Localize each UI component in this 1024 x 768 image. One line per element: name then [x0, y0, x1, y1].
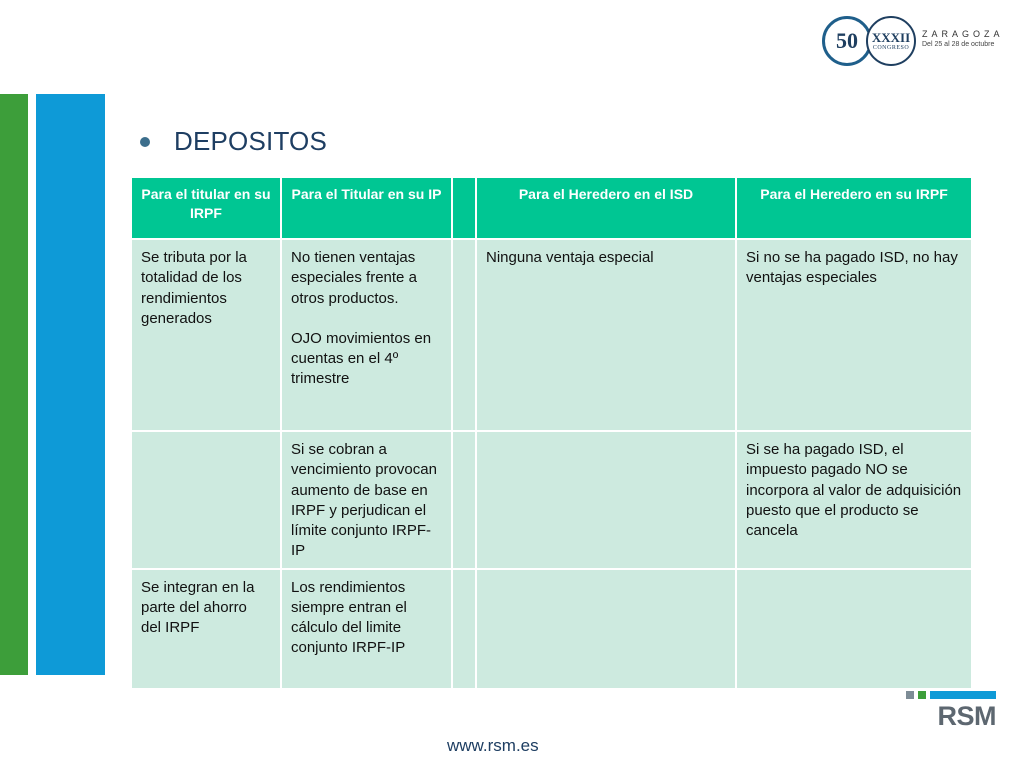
decorative-blue-bar — [36, 94, 105, 675]
table-cell — [131, 431, 281, 569]
table-cell — [452, 431, 476, 569]
slide-title: DEPOSITOS — [174, 126, 328, 156]
table-cell — [452, 569, 476, 689]
table-cell — [452, 239, 476, 431]
table-cell — [476, 569, 736, 689]
anniversary-seal — [822, 16, 872, 66]
table-cell: Se integran en la parte del ahorro del IRPF — [131, 569, 281, 689]
header-titular-ip: Para el Titular en su IP — [281, 177, 452, 239]
table-cell — [476, 431, 736, 569]
table-cell: Si no se ha pagado ISD, no hay ventajas especiales — [736, 239, 972, 431]
decorative-green-bar — [0, 94, 28, 675]
logo-square — [918, 691, 926, 699]
congress-city: ZARAGOZA — [922, 29, 1004, 39]
table-header-row — [131, 177, 972, 239]
header-heredero-isd: Para el Heredero en el ISD — [476, 177, 736, 239]
table-cell: Ninguna ventaja especial — [476, 239, 736, 431]
rsm-logo — [904, 691, 996, 731]
logo-square — [906, 691, 914, 699]
cell-paragraph: OJO movimientos en cuentas en el 4º trimestre — [291, 329, 432, 388]
footer-url: www.rsm.es — [447, 736, 539, 755]
table-row — [131, 239, 972, 431]
table-row — [131, 569, 972, 689]
table-cell: Se tributa por la totalidad de los rendimientos generados — [131, 239, 281, 431]
header-heredero-irpf: Para el Heredero en su IRPF — [736, 177, 972, 239]
logo-bar — [930, 691, 996, 699]
congress-logo — [822, 14, 1012, 70]
cell-paragraph: No tienen ventajas especiales frente a otros productos. — [291, 249, 417, 307]
depositos-table — [130, 176, 973, 690]
congress-word: CONGRESO — [872, 44, 910, 51]
table-row — [131, 431, 972, 569]
congress-dates: Del 25 al 28 de octubre — [922, 41, 995, 48]
table-cell — [736, 569, 972, 689]
congress-seal — [866, 16, 916, 66]
table-cell: Si se ha pagado ISD, el impuesto pagado NO se incorpora al valor de adquisición puesto que el producto se cancela — [736, 431, 972, 569]
anniversary-number: 50 — [836, 28, 858, 53]
bullet-icon — [140, 137, 150, 147]
rsm-wordmark: RSM — [937, 701, 996, 731]
table-cell — [281, 239, 452, 431]
table-cell: Si se cobran a vencimiento provocan aumento de base en IRPF y perjudican el límite conjunto IRPF-IP — [281, 431, 452, 569]
congress-number: XXXII — [871, 30, 911, 46]
table-cell: Los rendimientos siempre entran el cálculo del limite conjunto IRPF-IP — [281, 569, 452, 689]
header-empty — [452, 177, 476, 239]
header-titular-irpf: Para el titular en su IRPF — [131, 177, 281, 239]
slide-title-row — [140, 126, 327, 157]
